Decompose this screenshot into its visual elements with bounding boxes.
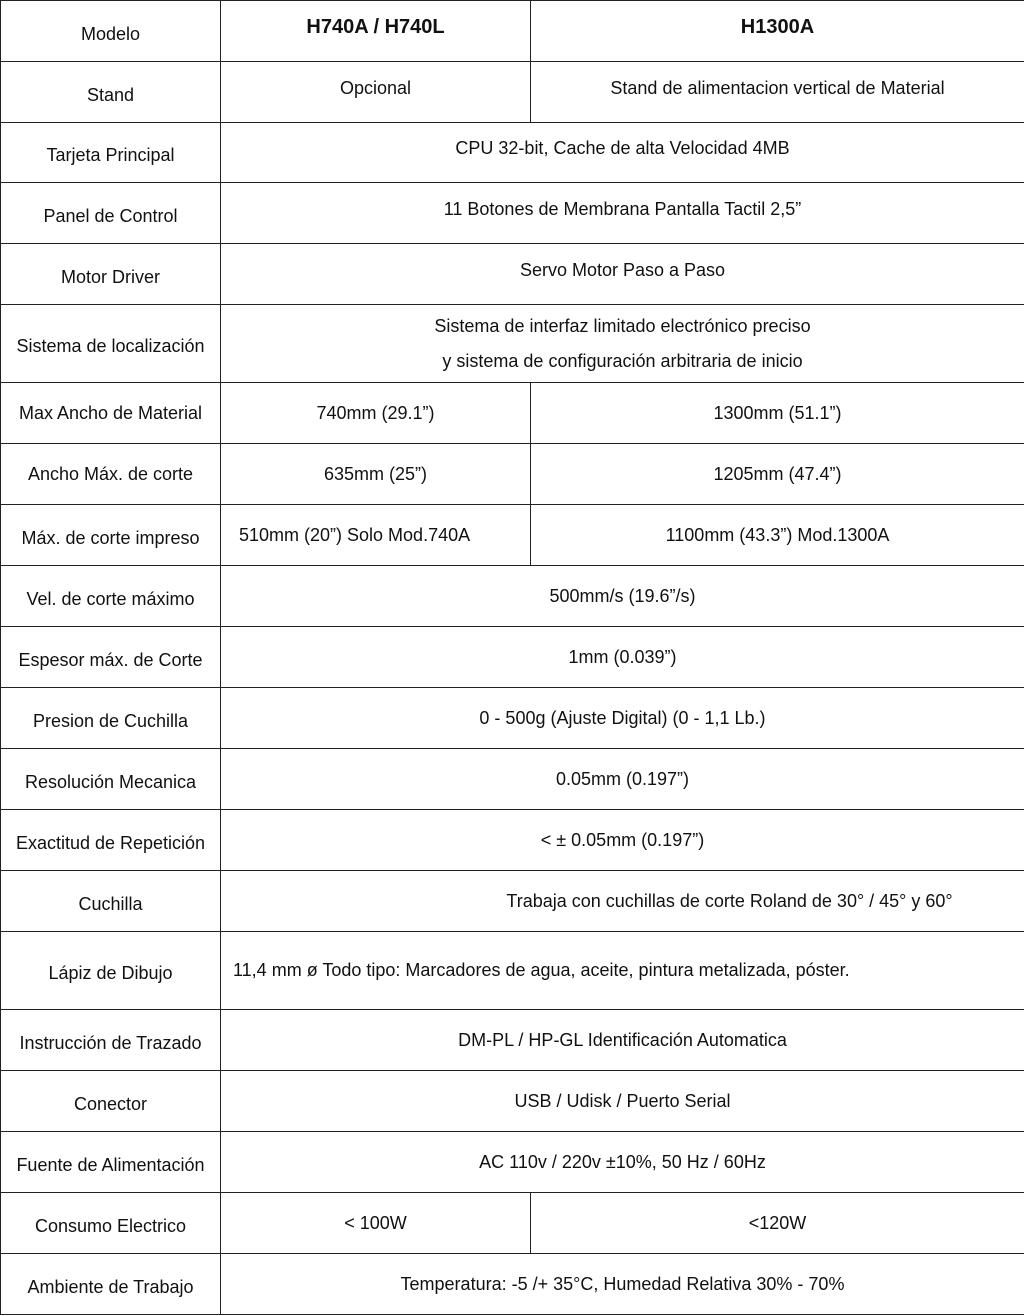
- row-value-line: y sistema de configuración arbitraria de inicio: [227, 344, 1018, 378]
- row-value: CPU 32-bit, Cache de alta Velocidad 4MB: [221, 123, 1024, 183]
- row-value: 1mm (0.039”): [221, 627, 1024, 688]
- table-row: [1, 932, 1024, 1010]
- table-row: [1, 1193, 1024, 1254]
- row-label: Fuente de Alimentación: [1, 1132, 221, 1193]
- table-row: [1, 627, 1024, 688]
- row-label: Instrucción de Trazado: [1, 1010, 221, 1071]
- row-value: 11,4 mm ø Todo tipo: Marcadores de agua, aceite, pintura metalizada, póster.: [221, 932, 1024, 1010]
- row-value-h1300: 1300mm (51.1”): [531, 383, 1024, 444]
- row-label: Ancho Máx. de corte: [1, 444, 221, 505]
- row-label: Cuchilla: [1, 871, 221, 932]
- table-row: [1, 305, 1024, 383]
- row-value-h1300: 1205mm (47.4”): [531, 444, 1024, 505]
- table-row: [1, 566, 1024, 627]
- row-value-h1300: Stand de alimentacion vertical de Material: [531, 62, 1024, 123]
- row-label: Tarjeta Principal: [1, 123, 221, 183]
- row-value: 500mm/s (19.6”/s): [221, 566, 1024, 627]
- table-row: [1, 688, 1024, 749]
- row-label: Lápiz de Dibujo: [1, 932, 221, 1010]
- table-row: [1, 62, 1024, 123]
- row-value: [221, 305, 1024, 383]
- row-value: USB / Udisk / Puerto Serial: [221, 1071, 1024, 1132]
- row-value-h740: < 100W: [221, 1193, 531, 1254]
- row-label: Conector: [1, 1071, 221, 1132]
- table-row: [1, 1010, 1024, 1071]
- table-row: [1, 183, 1024, 244]
- row-label: Máx. de corte impreso: [1, 505, 221, 566]
- row-label: Vel. de corte máximo: [1, 566, 221, 627]
- table-row: [1, 871, 1024, 932]
- row-value-h1300: <120W: [531, 1193, 1024, 1254]
- row-label: Espesor máx. de Corte: [1, 627, 221, 688]
- row-label: Exactitud de Repetición: [1, 810, 221, 871]
- row-value: Temperatura: -5 /+ 35°C, Humedad Relativa 30% - 70%: [221, 1254, 1024, 1315]
- row-value: 0 - 500g (Ajuste Digital) (0 - 1,1 Lb.): [221, 688, 1024, 749]
- row-value-h1300: 1100mm (43.3”) Mod.1300A: [531, 505, 1024, 566]
- table-row: [1, 810, 1024, 871]
- row-label: Sistema de localización: [1, 305, 221, 383]
- table-row: [1, 1071, 1024, 1132]
- row-label: Resolución Mecanica: [1, 749, 221, 810]
- model-header-h1300: H1300A: [531, 1, 1024, 62]
- row-value-line: Sistema de interfaz limitado electrónico preciso: [227, 309, 1018, 343]
- row-label: Consumo Electrico: [1, 1193, 221, 1254]
- row-label: Modelo: [1, 1, 221, 62]
- table-row: [1, 244, 1024, 305]
- table-row: [1, 749, 1024, 810]
- table-row: [1, 1132, 1024, 1193]
- row-value: AC 110v / 220v ±10%, 50 Hz / 60Hz: [221, 1132, 1024, 1193]
- table-row: [1, 444, 1024, 505]
- table-row: [1, 1254, 1024, 1315]
- row-label: Stand: [1, 62, 221, 123]
- row-label: Presion de Cuchilla: [1, 688, 221, 749]
- row-label: Max Ancho de Material: [1, 383, 221, 444]
- row-value-h740: 635mm (25”): [221, 444, 531, 505]
- row-label: Panel de Control: [1, 183, 221, 244]
- row-value-h740: 740mm (29.1”): [221, 383, 531, 444]
- table-row: [1, 505, 1024, 566]
- model-header-h740: H740A / H740L: [221, 1, 531, 62]
- table-row: [1, 123, 1024, 183]
- row-value: Servo Motor Paso a Paso: [221, 244, 1024, 305]
- table-row-header: [1, 1, 1024, 62]
- row-value-h740: Opcional: [221, 62, 531, 123]
- row-value-h740: 510mm (20”) Solo Mod.740A: [221, 505, 531, 566]
- row-value: 0.05mm (0.197”): [221, 749, 1024, 810]
- row-label: Motor Driver: [1, 244, 221, 305]
- row-value: Trabaja con cuchillas de corte Roland de 30° / 45° y 60°: [221, 871, 1024, 932]
- row-value: 11 Botones de Membrana Pantalla Tactil 2,5”: [221, 183, 1024, 244]
- row-value: DM-PL / HP-GL Identificación Automatica: [221, 1010, 1024, 1071]
- row-label: Ambiente de Trabajo: [1, 1254, 221, 1315]
- table-row: [1, 383, 1024, 444]
- row-value: < ± 0.05mm (0.197”): [221, 810, 1024, 871]
